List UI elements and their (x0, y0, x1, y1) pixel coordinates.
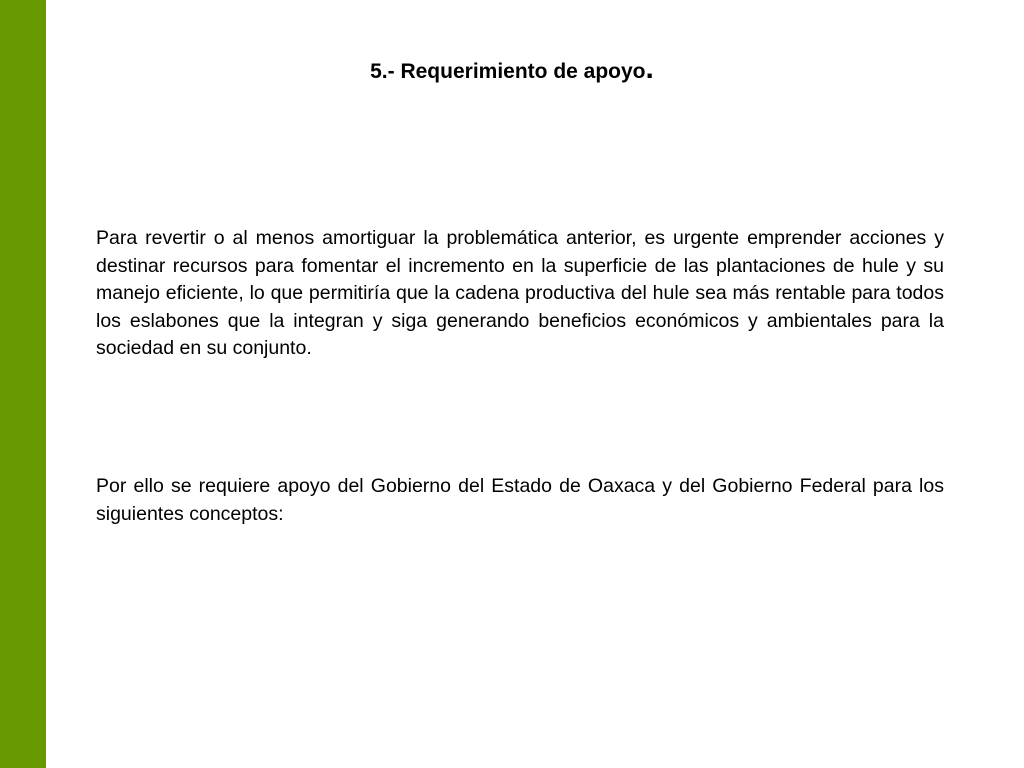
slide-title-text: 5.- Requerimiento de apoyo (370, 60, 646, 83)
slide-title (0, 52, 1024, 88)
body-paragraph-support-request: Por ello se requiere apoyo del Gobierno del Estado de Oaxaca y del Gobierno Federal para los siguientes conceptos: (96, 475, 944, 525)
slide-title-period: . (645, 52, 654, 85)
left-accent-bar (0, 0, 46, 768)
body-paragraph-problem: Para revertir o al menos amortiguar la problemática anterior, es urgente emprender acciones y destinar recursos para fomentar el incremento en la superficie de las plantaciones de hule y su manejo eficiente, lo que permitiría que la cadena productiva del hule sea más rentable para todos los eslabones que la integran y siga generando beneficios económicos y ambientales para la sociedad en su conjunto. (96, 227, 944, 359)
